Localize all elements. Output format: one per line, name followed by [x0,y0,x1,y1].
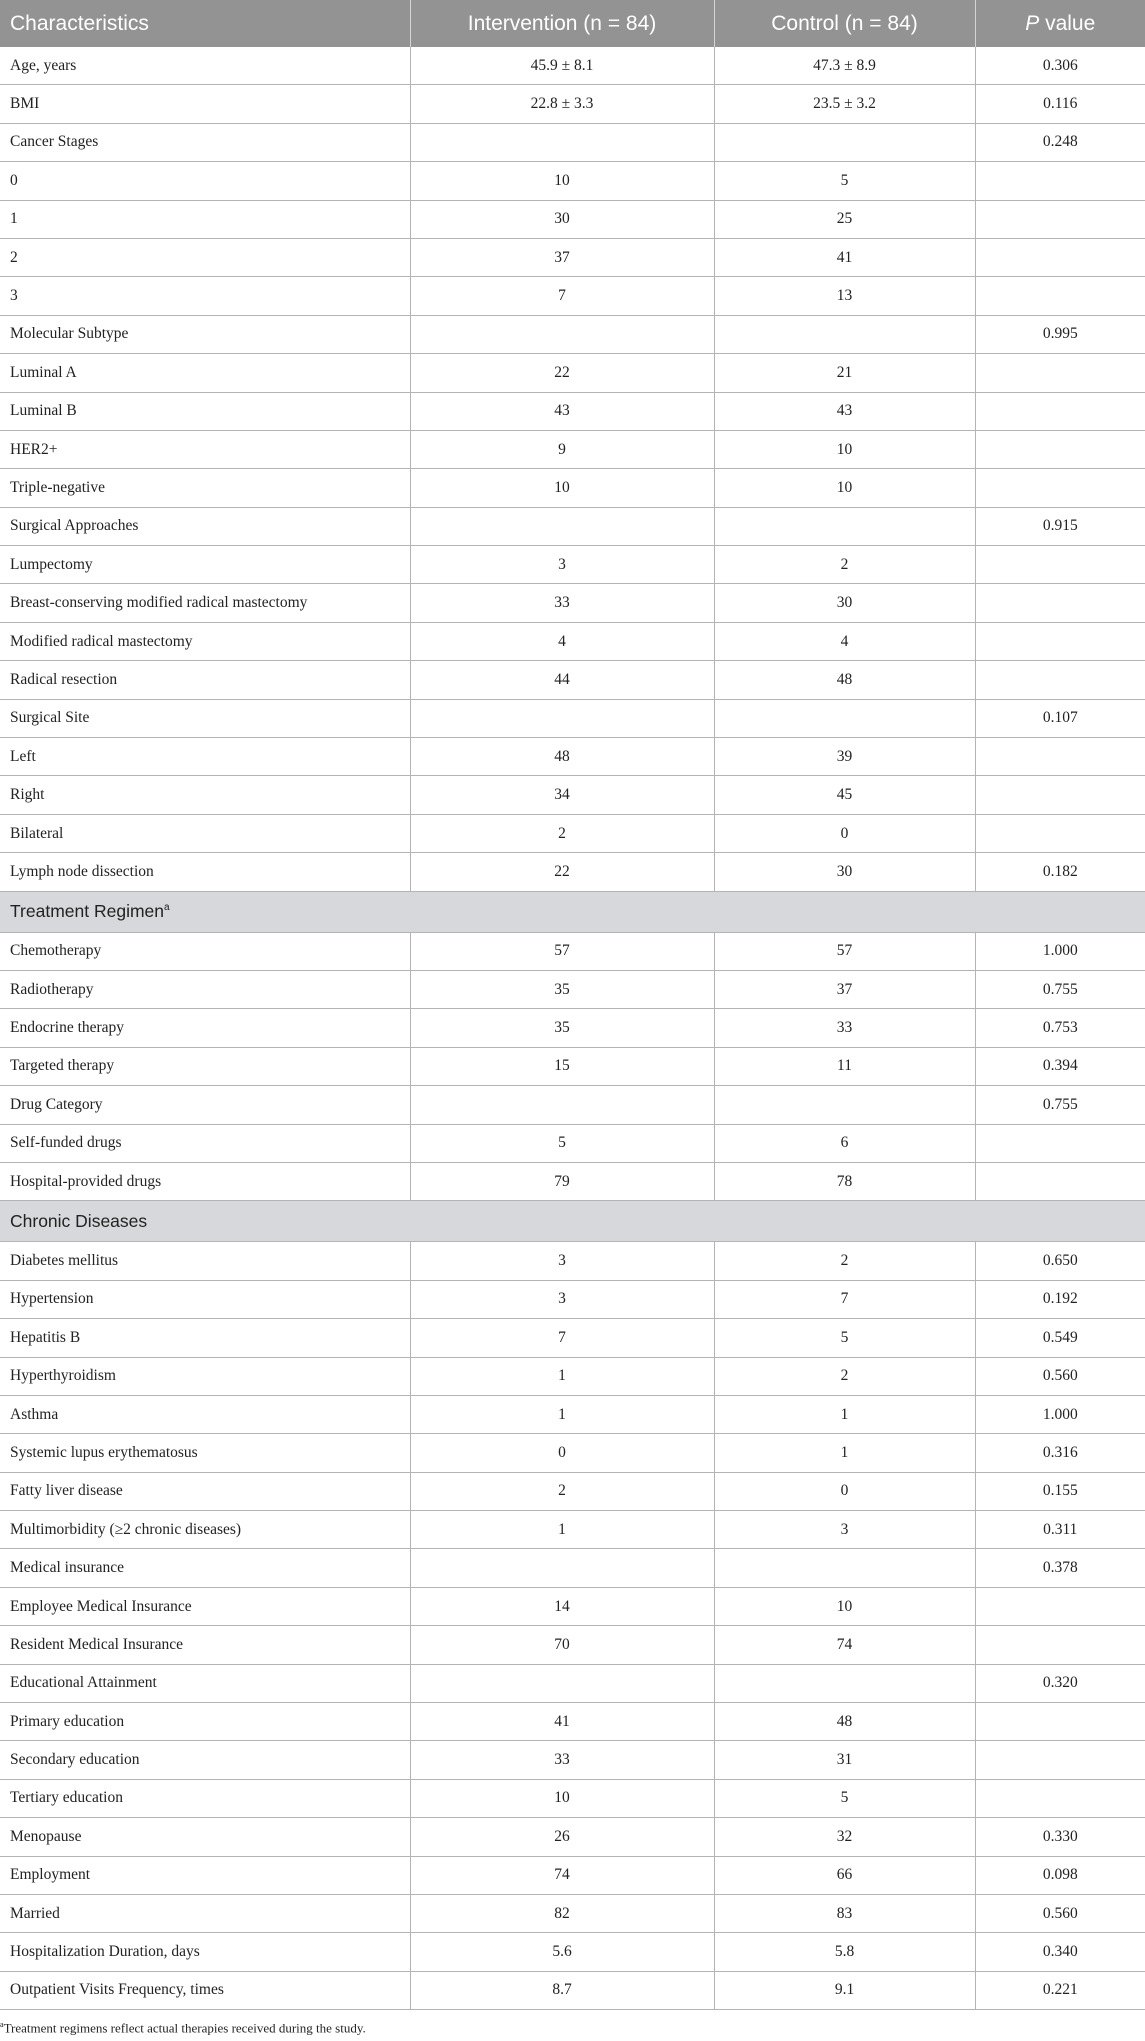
table-row [0,1856,1145,1894]
table-row [0,1395,1145,1433]
table-row [0,1086,1145,1124]
pvalue-cell: 0.560 [975,1357,1145,1395]
intervention-cell: 3 [410,1242,714,1280]
characteristic-cell: Endocrine therapy [0,1009,410,1047]
section-footnote-marker: a [164,902,170,914]
control-cell: 57 [714,932,975,970]
pvalue-cell: 0.340 [975,1933,1145,1971]
control-cell: 5 [714,1319,975,1357]
pvalue-cell: 0.378 [975,1549,1145,1587]
intervention-cell: 45.9 ± 8.1 [410,47,714,85]
intervention-cell: 48 [410,738,714,776]
intervention-cell: 35 [410,970,714,1008]
control-cell: 1 [714,1395,975,1433]
characteristic-cell: Surgical Site [0,699,410,737]
intervention-cell: 74 [410,1856,714,1894]
table-row [0,1703,1145,1741]
pvalue-cell: 0.753 [975,1009,1145,1047]
pvalue-cell [975,1779,1145,1817]
table-row [0,1472,1145,1510]
characteristic-cell: Hospitalization Duration, days [0,1933,410,1971]
intervention-cell [410,315,714,353]
intervention-cell: 0 [410,1434,714,1472]
intervention-cell: 7 [410,277,714,315]
intervention-cell: 7 [410,1319,714,1357]
control-cell [714,699,975,737]
control-cell: 2 [714,546,975,584]
control-cell: 6 [714,1124,975,1162]
characteristic-cell: Hepatitis B [0,1319,410,1357]
table-row [0,1434,1145,1472]
table-row [0,699,1145,737]
characteristic-cell: Hospital-provided drugs [0,1162,410,1200]
table-row [0,1587,1145,1625]
intervention-cell: 10 [410,162,714,200]
pvalue-cell [975,469,1145,507]
characteristic-cell: Primary education [0,1703,410,1741]
pvalue-cell: 0.995 [975,315,1145,353]
table-row [0,1741,1145,1779]
control-cell: 13 [714,277,975,315]
intervention-cell: 3 [410,1280,714,1318]
control-cell: 23.5 ± 3.2 [714,85,975,123]
table-row [0,1779,1145,1817]
characteristic-cell: Employee Medical Insurance [0,1587,410,1625]
characteristic-cell: Triple-negative [0,469,410,507]
intervention-cell: 4 [410,622,714,660]
intervention-cell [410,1549,714,1587]
control-cell: 31 [714,1741,975,1779]
pvalue-cell: 0.248 [975,123,1145,161]
characteristic-cell: 1 [0,200,410,238]
pvalue-cell [975,1124,1145,1162]
intervention-cell: 22 [410,354,714,392]
characteristic-cell: Chemotherapy [0,932,410,970]
control-cell: 1 [714,1434,975,1472]
intervention-cell: 70 [410,1626,714,1664]
control-cell: 74 [714,1626,975,1664]
pvalue-cell [975,200,1145,238]
control-cell [714,315,975,353]
pvalue-cell [975,1703,1145,1741]
control-cell: 0 [714,1472,975,1510]
table-row [0,200,1145,238]
control-cell: 3 [714,1511,975,1549]
pvalue-cell: 0.560 [975,1894,1145,1932]
characteristic-cell: Modified radical mastectomy [0,622,410,660]
section-label: Chronic Diseases [10,1210,148,1231]
intervention-cell: 37 [410,238,714,276]
characteristic-cell: Employment [0,1856,410,1894]
table-row [0,507,1145,545]
characteristic-cell: Married [0,1894,410,1932]
intervention-cell: 1 [410,1357,714,1395]
control-cell [714,1549,975,1587]
intervention-cell: 3 [410,546,714,584]
table-row [0,1009,1145,1047]
intervention-cell: 10 [410,469,714,507]
control-cell: 66 [714,1856,975,1894]
table-row [0,1162,1145,1200]
intervention-cell: 33 [410,584,714,622]
characteristic-cell: Drug Category [0,1086,410,1124]
control-cell: 41 [714,238,975,276]
pvalue-cell [975,584,1145,622]
pvalue-cell: 0.915 [975,507,1145,545]
characteristic-cell: Diabetes mellitus [0,1242,410,1280]
control-cell: 10 [714,1587,975,1625]
pvalue-cell: 0.316 [975,1434,1145,1472]
characteristic-cell: Lumpectomy [0,546,410,584]
table-row [0,315,1145,353]
intervention-cell: 33 [410,1741,714,1779]
intervention-cell: 41 [410,1703,714,1741]
pvalue-cell: 0.330 [975,1818,1145,1856]
characteristic-cell: BMI [0,85,410,123]
pvalue-cell: 0.320 [975,1664,1145,1702]
control-cell: 0 [714,814,975,852]
characteristic-cell: Lymph node dissection [0,853,410,891]
table-row [0,584,1145,622]
header-intervention: Intervention (n = 84) [410,0,714,47]
pvalue-cell [975,738,1145,776]
intervention-cell: 5.6 [410,1933,714,1971]
table-row [0,1818,1145,1856]
table-footnote [0,2020,1145,2036]
control-cell: 78 [714,1162,975,1200]
characteristic-cell: Cancer Stages [0,123,410,161]
characteristic-cell: Surgical Approaches [0,507,410,545]
table-row [0,1047,1145,1085]
pvalue-cell [975,1162,1145,1200]
header-pvalue-rest: value [1039,11,1096,35]
section-header-row [0,891,1145,932]
characteristic-cell: Resident Medical Insurance [0,1626,410,1664]
control-cell: 48 [714,661,975,699]
intervention-cell: 30 [410,200,714,238]
control-cell [714,507,975,545]
pvalue-cell [975,277,1145,315]
table-row [0,430,1145,468]
intervention-cell: 22 [410,853,714,891]
intervention-cell: 43 [410,392,714,430]
control-cell: 10 [714,430,975,468]
table-row [0,85,1145,123]
characteristic-cell: 2 [0,238,410,276]
control-cell: 30 [714,584,975,622]
intervention-cell [410,699,714,737]
pvalue-cell: 1.000 [975,932,1145,970]
pvalue-cell: 0.755 [975,970,1145,1008]
control-cell: 5.8 [714,1933,975,1971]
table-row [0,776,1145,814]
intervention-cell: 10 [410,1779,714,1817]
section-header [0,891,1145,932]
table-row [0,1280,1145,1318]
intervention-cell [410,507,714,545]
characteristic-cell: Radiotherapy [0,970,410,1008]
pvalue-cell [975,1626,1145,1664]
characteristic-cell: Bilateral [0,814,410,852]
pvalue-cell [975,776,1145,814]
control-cell: 47.3 ± 8.9 [714,47,975,85]
pvalue-cell [975,1587,1145,1625]
characteristic-cell: Educational Attainment [0,1664,410,1702]
control-cell: 32 [714,1818,975,1856]
control-cell [714,1086,975,1124]
characteristic-cell: HER2+ [0,430,410,468]
intervention-cell: 2 [410,814,714,852]
table-row [0,162,1145,200]
table-row [0,853,1145,891]
characteristic-cell: Targeted therapy [0,1047,410,1085]
pvalue-cell: 0.549 [975,1319,1145,1357]
characteristic-cell: 3 [0,277,410,315]
table-row [0,47,1145,85]
pvalue-cell [975,1741,1145,1779]
pvalue-cell: 0.155 [975,1472,1145,1510]
characteristic-cell: Menopause [0,1818,410,1856]
header-characteristics: Characteristics [0,0,410,47]
intervention-cell [410,123,714,161]
intervention-cell: 1 [410,1395,714,1433]
footnote-text: Treatment regimens reflect actual therapies received during the study. [3,2020,366,2036]
pvalue-cell [975,392,1145,430]
table-row [0,1664,1145,1702]
header-pvalue [975,0,1145,47]
pvalue-cell: 0.650 [975,1242,1145,1280]
table-row [0,123,1145,161]
characteristic-cell: Age, years [0,47,410,85]
control-cell: 25 [714,200,975,238]
table-row [0,1549,1145,1587]
characteristic-cell: Radical resection [0,661,410,699]
section-header-row [0,1201,1145,1242]
pvalue-cell: 0.098 [975,1856,1145,1894]
section-label: Treatment Regimen [10,901,164,922]
characteristic-cell: Breast-conserving modified radical mastectomy [0,584,410,622]
intervention-cell: 34 [410,776,714,814]
table-row [0,1894,1145,1932]
control-cell: 5 [714,1779,975,1817]
characteristic-cell: Outpatient Visits Frequency, times [0,1971,410,2009]
characteristic-cell: Multimorbidity (≥2 chronic diseases) [0,1511,410,1549]
control-cell: 37 [714,970,975,1008]
pvalue-cell: 0.394 [975,1047,1145,1085]
control-cell [714,123,975,161]
intervention-cell: 1 [410,1511,714,1549]
control-cell: 2 [714,1357,975,1395]
intervention-cell: 44 [410,661,714,699]
table-row [0,661,1145,699]
table-row [0,238,1145,276]
control-cell: 30 [714,853,975,891]
control-cell: 48 [714,1703,975,1741]
characteristic-cell: Fatty liver disease [0,1472,410,1510]
control-cell: 33 [714,1009,975,1047]
table-row [0,1933,1145,1971]
control-cell: 83 [714,1894,975,1932]
pvalue-cell: 0.755 [975,1086,1145,1124]
characteristic-cell: Hyperthyroidism [0,1357,410,1395]
characteristic-cell: Asthma [0,1395,410,1433]
intervention-cell: 22.8 ± 3.3 [410,85,714,123]
intervention-cell [410,1086,714,1124]
control-cell [714,1664,975,1702]
control-cell: 43 [714,392,975,430]
table-row [0,970,1145,1008]
table-row [0,738,1145,776]
intervention-cell: 14 [410,1587,714,1625]
table-row [0,392,1145,430]
control-cell: 21 [714,354,975,392]
characteristic-cell: Left [0,738,410,776]
characteristic-cell: Medical insurance [0,1549,410,1587]
pvalue-cell: 0.221 [975,1971,1145,2009]
table-row [0,622,1145,660]
header-pvalue-p: P [1025,11,1040,35]
intervention-cell: 79 [410,1162,714,1200]
control-cell: 11 [714,1047,975,1085]
intervention-cell: 5 [410,1124,714,1162]
pvalue-cell [975,814,1145,852]
control-cell: 5 [714,162,975,200]
intervention-cell: 8.7 [410,1971,714,2009]
intervention-cell: 15 [410,1047,714,1085]
control-cell: 4 [714,622,975,660]
intervention-cell: 35 [410,1009,714,1047]
control-cell: 45 [714,776,975,814]
table-row [0,1357,1145,1395]
header-row [0,0,1145,47]
table-row [0,1626,1145,1664]
intervention-cell: 26 [410,1818,714,1856]
pvalue-cell: 0.306 [975,47,1145,85]
pvalue-cell [975,661,1145,699]
table-row [0,1242,1145,1280]
characteristic-cell: Luminal B [0,392,410,430]
pvalue-cell [975,430,1145,468]
control-cell: 39 [714,738,975,776]
intervention-cell: 2 [410,1472,714,1510]
control-cell: 2 [714,1242,975,1280]
characteristic-cell: 0 [0,162,410,200]
characteristic-cell: Systemic lupus erythematosus [0,1434,410,1472]
pvalue-cell: 0.107 [975,699,1145,737]
intervention-cell: 82 [410,1894,714,1932]
pvalue-cell: 1.000 [975,1395,1145,1433]
table-row [0,1319,1145,1357]
pvalue-cell: 0.311 [975,1511,1145,1549]
control-cell: 7 [714,1280,975,1318]
table-header [0,0,1145,47]
control-cell: 10 [714,469,975,507]
table-row [0,546,1145,584]
pvalue-cell: 0.192 [975,1280,1145,1318]
table-row [0,1124,1145,1162]
pvalue-cell [975,162,1145,200]
table-row [0,1511,1145,1549]
table-row [0,277,1145,315]
pvalue-cell [975,238,1145,276]
table-row [0,469,1145,507]
characteristic-cell: Right [0,776,410,814]
pvalue-cell: 0.116 [975,85,1145,123]
intervention-cell [410,1664,714,1702]
characteristic-cell: Luminal A [0,354,410,392]
table-row [0,814,1145,852]
characteristic-cell: Self-funded drugs [0,1124,410,1162]
pvalue-cell: 0.182 [975,853,1145,891]
table-body [0,47,1145,2010]
table-row [0,354,1145,392]
characteristic-cell: Secondary education [0,1741,410,1779]
table-row [0,932,1145,970]
characteristic-cell: Hypertension [0,1280,410,1318]
characteristic-cell: Molecular Subtype [0,315,410,353]
control-cell: 9.1 [714,1971,975,2009]
section-header [0,1201,1145,1242]
intervention-cell: 9 [410,430,714,468]
pvalue-cell [975,622,1145,660]
pvalue-cell [975,546,1145,584]
footnote-marker: a [0,2020,4,2029]
header-control: Control (n = 84) [714,0,975,47]
table-row [0,1971,1145,2009]
pvalue-cell [975,354,1145,392]
characteristic-cell: Tertiary education [0,1779,410,1817]
intervention-cell: 57 [410,932,714,970]
